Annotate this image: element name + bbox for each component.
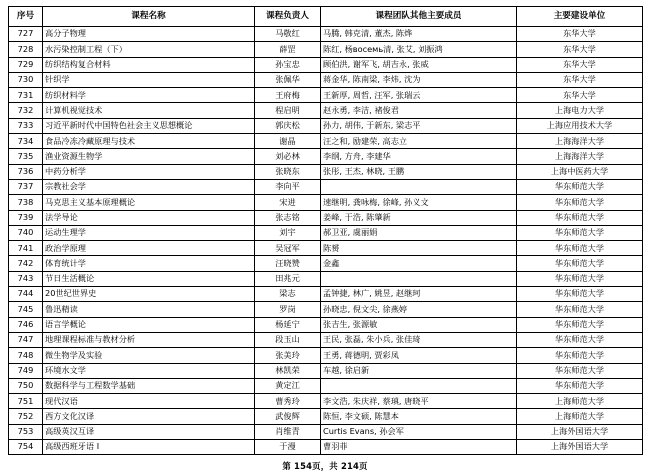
cell-course-lead: 张志铭 — [255, 210, 321, 225]
cell-course-name: 现代汉语 — [43, 394, 255, 409]
cell-build-unit: 华东师范大学 — [517, 302, 643, 317]
cell-course-lead: 张佩华 — [255, 72, 321, 87]
table-row — [9, 57, 643, 72]
cell-course-name: 语言学概论 — [43, 317, 255, 332]
cell-course-name: 纺织结构复合材料 — [43, 57, 255, 72]
column-header-unit: 主要建设单位 — [517, 7, 643, 27]
cell-build-unit: 华东师范大学 — [517, 210, 643, 225]
page-footer: 第 154页，共 214页 — [282, 461, 368, 472]
cell-build-unit: 华东师范大学 — [517, 332, 643, 347]
cell-no: 751 — [9, 394, 43, 409]
cell-course-lead: 吴冠军 — [255, 241, 321, 256]
table-row — [9, 409, 643, 424]
cell-course-lead: 谢晶 — [255, 134, 321, 149]
cell-course-lead: 黄定江 — [255, 378, 321, 393]
cell-build-unit: 上海海洋大学 — [517, 149, 643, 164]
cell-no: 733 — [9, 118, 43, 133]
table-row — [9, 210, 643, 225]
cell-build-unit: 华东师范大学 — [517, 287, 643, 302]
cell-course-team: 陈红, 杨восемь清, 张艾, 刘振鸿 — [321, 42, 517, 57]
cell-course-name: 水污染控制工程（下） — [43, 42, 255, 57]
table-row — [9, 164, 643, 179]
table-row — [9, 363, 643, 378]
cell-course-lead: 林凯荣 — [255, 363, 321, 378]
cell-course-team: 顾伯洪, 谢军飞, 胡吉永, 张威 — [321, 57, 517, 72]
cell-course-lead: 孙宝忠 — [255, 57, 321, 72]
cell-course-team: 速继明, 龚咏梅, 徐峰, 孙义文 — [321, 195, 517, 210]
cell-no: 753 — [9, 424, 43, 439]
cell-course-name: 高级英汉互译 — [43, 424, 255, 439]
table-row — [9, 348, 643, 363]
table-row — [9, 103, 643, 118]
cell-no: 737 — [9, 179, 43, 194]
cell-build-unit: 华东师范大学 — [517, 225, 643, 240]
cell-course-name: 宗教社会学 — [43, 179, 255, 194]
cell-course-team: 孟钟捷, 林广, 姚昱, 赵继珂 — [321, 287, 517, 302]
table-row — [9, 440, 643, 455]
cell-course-team: 汪之和, 励建荣, 高志立 — [321, 134, 517, 149]
cell-no: 736 — [9, 164, 43, 179]
cell-build-unit: 上海应用技术大学 — [517, 118, 643, 133]
cell-course-team: 车越, 徐启新 — [321, 363, 517, 378]
table-header — [9, 7, 643, 27]
cell-build-unit: 华东师范大学 — [517, 378, 643, 393]
cell-build-unit: 华东师范大学 — [517, 179, 643, 194]
cell-course-name: 计算机视觉技术 — [43, 103, 255, 118]
table-row — [9, 378, 643, 393]
cell-build-unit: 华东师范大学 — [517, 363, 643, 378]
cell-course-lead: 刘必林 — [255, 149, 321, 164]
cell-course-team: 金鑫 — [321, 256, 517, 271]
cell-course-name: 节日生活概论 — [43, 271, 255, 286]
cell-course-lead: 薛罡 — [255, 42, 321, 57]
cell-course-lead: 刘宇 — [255, 225, 321, 240]
cell-course-name: 马克思主义基本原理概论 — [43, 195, 255, 210]
cell-course-name: 微生物学及实验 — [43, 348, 255, 363]
cell-no: 727 — [9, 27, 43, 42]
cell-course-lead: 武俊辉 — [255, 409, 321, 424]
cell-course-name: 政治学原理 — [43, 241, 255, 256]
cell-course-team: Curtis Evans, 孙会军 — [321, 424, 517, 439]
table-body — [9, 27, 643, 455]
cell-no: 747 — [9, 332, 43, 347]
table-row — [9, 72, 643, 87]
cell-course-lead: 程启明 — [255, 103, 321, 118]
cell-course-lead: 曹秀玲 — [255, 394, 321, 409]
cell-build-unit: 上海电力大学 — [517, 103, 643, 118]
table-row — [9, 424, 643, 439]
table-row — [9, 241, 643, 256]
cell-build-unit: 华东师范大学 — [517, 241, 643, 256]
cell-course-lead: 杨延宁 — [255, 317, 321, 332]
course-table — [8, 6, 643, 455]
cell-course-team: 陈赟 — [321, 241, 517, 256]
cell-no: 742 — [9, 256, 43, 271]
cell-course-team: 张彤, 王杰, 林晓, 王鹏 — [321, 164, 517, 179]
cell-build-unit: 华东师范大学 — [517, 195, 643, 210]
table-row — [9, 225, 643, 240]
table-row — [9, 302, 643, 317]
cell-course-lead: 宋进 — [255, 195, 321, 210]
cell-course-lead: 郭庆松 — [255, 118, 321, 133]
cell-no: 739 — [9, 210, 43, 225]
column-header-team: 课程团队其他主要成员 — [321, 7, 517, 27]
cell-no: 731 — [9, 88, 43, 103]
cell-course-name: 鲁迅精读 — [43, 302, 255, 317]
cell-course-name: 针织学 — [43, 72, 255, 87]
cell-build-unit: 华东师范大学 — [517, 256, 643, 271]
cell-course-name: 高级西班牙语 I — [43, 440, 255, 455]
table-row — [9, 179, 643, 194]
cell-no: 752 — [9, 409, 43, 424]
cell-no: 730 — [9, 72, 43, 87]
cell-no: 744 — [9, 287, 43, 302]
table-row — [9, 42, 643, 57]
cell-build-unit: 华东师范大学 — [517, 317, 643, 332]
cell-no: 743 — [9, 271, 43, 286]
cell-no: 738 — [9, 195, 43, 210]
cell-course-name: 数据科学与工程数学基础 — [43, 378, 255, 393]
column-header-no: 序号 — [9, 7, 43, 27]
cell-course-name: 西方文化汉译 — [43, 409, 255, 424]
cell-course-name: 20世纪世界史 — [43, 287, 255, 302]
table-row — [9, 195, 643, 210]
cell-no: 748 — [9, 348, 43, 363]
cell-course-team: 王勇, 蒋德明, 贾彩凤 — [321, 348, 517, 363]
cell-course-team: 陈恒, 李文硕, 陈慧本 — [321, 409, 517, 424]
cell-course-team: 孙力, 胡伟, 于新东, 梁志平 — [321, 118, 517, 133]
cell-course-lead: 汪晓赞 — [255, 256, 321, 271]
cell-no: 746 — [9, 317, 43, 332]
cell-build-unit: 东华大学 — [517, 72, 643, 87]
table-row — [9, 88, 643, 103]
cell-no: 740 — [9, 225, 43, 240]
cell-course-team: 曹羽菲 — [321, 440, 517, 455]
cell-build-unit: 东华大学 — [517, 88, 643, 103]
cell-build-unit: 上海海洋大学 — [517, 134, 643, 149]
cell-no: 732 — [9, 103, 43, 118]
cell-course-team: 李纲, 方舟, 李建华 — [321, 149, 517, 164]
column-header-lead: 课程负责人 — [255, 7, 321, 27]
cell-course-team — [321, 179, 517, 194]
cell-course-lead: 于漫 — [255, 440, 321, 455]
table-row — [9, 394, 643, 409]
cell-course-name: 环境水文学 — [43, 363, 255, 378]
cell-no: 754 — [9, 440, 43, 455]
table-row — [9, 332, 643, 347]
table-row — [9, 118, 643, 133]
cell-course-lead: 段玉山 — [255, 332, 321, 347]
cell-course-team — [321, 378, 517, 393]
cell-course-team: 蒋金华, 陈南梁, 李炜, 沈为 — [321, 72, 517, 87]
cell-build-unit: 华东师范大学 — [517, 348, 643, 363]
cell-no: 749 — [9, 363, 43, 378]
table-row — [9, 27, 643, 42]
cell-course-team: 王新厚, 周哲, 汪军, 张瑞云 — [321, 88, 517, 103]
table-row — [9, 149, 643, 164]
cell-course-lead: 罗岗 — [255, 302, 321, 317]
cell-no: 729 — [9, 57, 43, 72]
cell-build-unit: 上海师范大学 — [517, 394, 643, 409]
column-header-name: 课程名称 — [43, 7, 255, 27]
cell-build-unit: 上海外国语大学 — [517, 440, 643, 455]
cell-no: 734 — [9, 134, 43, 149]
cell-course-team: 张吉生, 张源敏 — [321, 317, 517, 332]
cell-course-lead: 王府梅 — [255, 88, 321, 103]
cell-build-unit: 华东师范大学 — [517, 271, 643, 286]
cell-course-name: 地理课程标准与教材分析 — [43, 332, 255, 347]
cell-course-name: 运动生理学 — [43, 225, 255, 240]
cell-no: 735 — [9, 149, 43, 164]
cell-build-unit: 上海师范大学 — [517, 409, 643, 424]
cell-course-team: 姜峰, 于浩, 陈肇新 — [321, 210, 517, 225]
cell-course-name: 习近平新时代中国特色社会主义思想概论 — [43, 118, 255, 133]
cell-course-name: 体育统计学 — [43, 256, 255, 271]
cell-build-unit: 上海外国语大学 — [517, 424, 643, 439]
cell-course-lead: 田兆元 — [255, 271, 321, 286]
cell-course-name: 高分子物理 — [43, 27, 255, 42]
table-row — [9, 271, 643, 286]
cell-course-team: 赵永勇, 李洁, 褚俊君 — [321, 103, 517, 118]
cell-build-unit: 东华大学 — [517, 57, 643, 72]
cell-course-name: 中药分析学 — [43, 164, 255, 179]
cell-course-name: 法学导论 — [43, 210, 255, 225]
cell-course-name: 纺织材料学 — [43, 88, 255, 103]
cell-course-lead: 张晓东 — [255, 164, 321, 179]
cell-course-team — [321, 271, 517, 286]
cell-course-team: 马腾, 韩克清, 董杰, 陈烨 — [321, 27, 517, 42]
cell-course-team: 孙晓忠, 倪文尖, 徐燕婷 — [321, 302, 517, 317]
cell-course-lead: 马敬红 — [255, 27, 321, 42]
cell-course-lead: 李向平 — [255, 179, 321, 194]
cell-course-team: 王民, 张磊, 朱小兵, 张佳琦 — [321, 332, 517, 347]
cell-course-team: 郝卫亚, 虞丽娟 — [321, 225, 517, 240]
cell-course-lead: 张美玲 — [255, 348, 321, 363]
table-row — [9, 134, 643, 149]
cell-build-unit: 上海中医药大学 — [517, 164, 643, 179]
cell-course-lead: 梁志 — [255, 287, 321, 302]
header-row — [9, 7, 643, 27]
table-row — [9, 256, 643, 271]
cell-course-team: 李文浩, 朱庆祥, 蔡瑱, 唐晓平 — [321, 394, 517, 409]
cell-course-name: 渔业资源生物学 — [43, 149, 255, 164]
cell-build-unit: 东华大学 — [517, 27, 643, 42]
table-row — [9, 287, 643, 302]
cell-no: 741 — [9, 241, 43, 256]
cell-no: 745 — [9, 302, 43, 317]
table-row — [9, 317, 643, 332]
cell-no: 728 — [9, 42, 43, 57]
cell-course-name: 食品冷冻冷藏原理与技术 — [43, 134, 255, 149]
cell-build-unit: 东华大学 — [517, 42, 643, 57]
cell-course-lead: 肖维青 — [255, 424, 321, 439]
cell-no: 750 — [9, 378, 43, 393]
